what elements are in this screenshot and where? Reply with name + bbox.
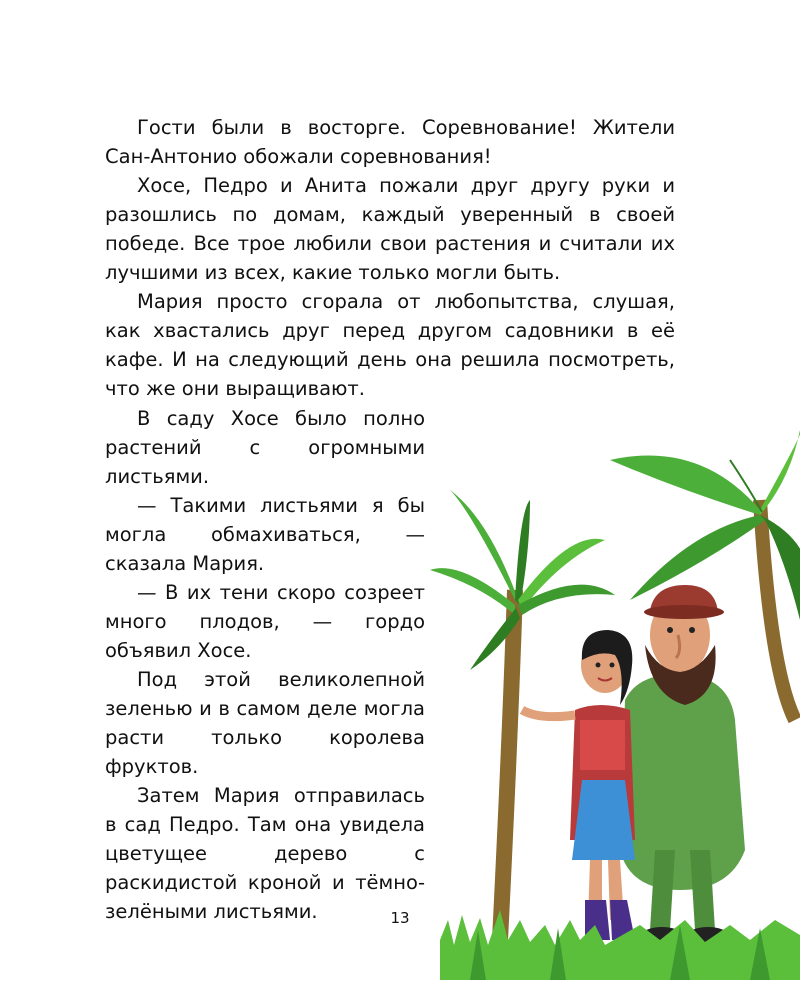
- paragraph-6: — В их тени скоро созреет много плодов, — гордо объявил Хосе.: [105, 581, 425, 662]
- paragraph-5: — Такими листьями я бы могла обмахиваться, — сказала Мария.: [105, 494, 425, 575]
- page-number: 13: [390, 909, 410, 927]
- paragraph-1: Гости были в восторге. Соревнование! Жители Сан-Антонио обожали соревнования!: [105, 116, 675, 168]
- maria-character: [522, 630, 635, 940]
- top-text-block: [105, 113, 675, 403]
- paragraph-3: Мария просто сгорала от любопытства, слушая, как хвастались друг перед другом садовники в её кафе. И на следующий день она решила посмотреть, что же они выращивают.: [105, 290, 675, 400]
- paragraph-7: Под этой великолепной зеленью и в самом деле могла расти только королева фруктов.: [105, 668, 425, 778]
- paragraph-2: Хосе, Педро и Анита пожали друг другу руки и разошлись по домам, каждый уверенный в своей победе. Все трое любили свои растения и считали их лучшими из всех, какие только могли быть.: [105, 174, 675, 284]
- paragraph-8: Затем Мария отправилась в сад Педро. Там она увидела цветущее дерево с раскидистой кроной и тёмно-зелёными листьями.: [105, 784, 425, 923]
- side-text-block: [105, 404, 425, 926]
- paragraph-4: В саду Хосе было полно растений с огромными листьями.: [105, 407, 425, 488]
- illustration: [430, 420, 800, 980]
- jose-character: [620, 585, 745, 943]
